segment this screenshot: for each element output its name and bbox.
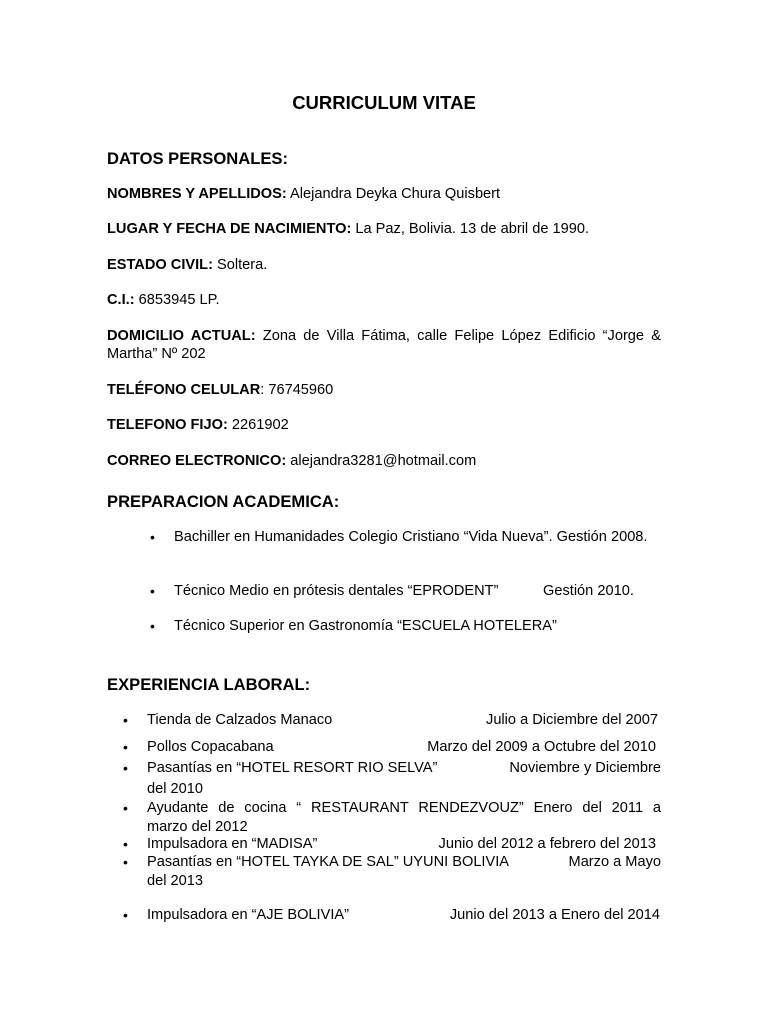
field-email-label: CORREO ELECTRONICO: xyxy=(107,453,287,469)
field-ci xyxy=(107,291,661,309)
experience-1-period: Julio a Diciembre del 2007 xyxy=(486,712,658,728)
field-address-value: Zona de Villa Fátima, calle Felipe López Edificio “Jorge & Martha” Nº 202 xyxy=(107,328,662,362)
list-item-academic-2 xyxy=(174,582,661,600)
experience-7-place: Impulsadora en “AJE BOLIVIA” xyxy=(147,907,349,923)
list-item-experience-5 xyxy=(147,835,661,854)
list-bullet: • xyxy=(123,712,128,728)
experience-6-period-cont: del 2013 xyxy=(147,873,203,889)
experience-2-place: Pollos Copacabana xyxy=(147,739,274,755)
document-title: CURRICULUM VITAE xyxy=(292,92,476,113)
list-item-experience-2 xyxy=(147,738,661,757)
field-birth-value: La Paz, Bolivia. 13 de abril de 1990. xyxy=(351,221,590,237)
field-mobile-value: : 76745960 xyxy=(260,382,334,398)
field-birth xyxy=(107,220,661,238)
academic-2-period: Gestión 2010. xyxy=(543,583,634,599)
list-item-experience-7 xyxy=(147,906,661,925)
field-phone xyxy=(107,416,661,434)
heading-personal-data: DATOS PERSONALES: xyxy=(107,149,289,168)
field-name xyxy=(107,185,661,203)
list-bullet: • xyxy=(123,854,128,870)
list-bullet: • xyxy=(123,739,128,755)
experience-7-period: Junio del 2013 a Enero del 2014 xyxy=(449,907,660,923)
field-address xyxy=(107,327,661,363)
list-item-experience-3 xyxy=(147,759,661,799)
field-name-label: NOMBRES Y APELLIDOS: xyxy=(107,186,287,202)
experience-3-place: Pasantías en “HOTEL RESORT RIO SELVA” xyxy=(147,760,438,776)
experience-4-period-cont: marzo del 2012 xyxy=(147,819,248,835)
field-phone-value: 2261902 xyxy=(227,417,289,433)
experience-6-place: Pasantías en “HOTEL TAYKA DE SAL” UYUNI BOLIVIA xyxy=(147,854,510,870)
experience-4-place: Ayudante de cocina “ RESTAURANT RENDEZVOUZ” Enero del 2011 a xyxy=(147,800,661,816)
list-item-academic-1: Bachiller en Humanidades Colegio Cristiano “Vida Nueva”. Gestión 2008. xyxy=(174,529,648,545)
field-name-value: Alejandra Deyka Chura Quisbert xyxy=(286,186,501,202)
field-mobile xyxy=(107,381,661,399)
field-email-value: alejandra3281@hotmail.com xyxy=(286,453,477,469)
list-bullet: • xyxy=(150,583,155,599)
experience-6-period: Marzo a Mayo xyxy=(568,854,661,870)
academic-2-title: Técnico Medio en prótesis dentales “EPRODENT” xyxy=(174,583,499,599)
field-email xyxy=(107,452,661,470)
experience-2-period: Marzo del 2009 a Octubre del 2010 xyxy=(427,739,656,755)
field-birth-label: LUGAR Y FECHA DE NACIMIENTO: xyxy=(107,221,352,237)
field-civil-status xyxy=(107,256,661,274)
heading-academic: PREPARACION ACADEMICA: xyxy=(107,492,340,511)
list-bullet: • xyxy=(150,618,155,634)
field-ci-label: C.I.: xyxy=(107,292,135,308)
list-item-experience-1 xyxy=(147,711,661,730)
list-bullet: • xyxy=(123,907,128,923)
experience-5-period: Junio del 2012 a febrero del 2013 xyxy=(438,836,656,852)
field-phone-label: TELEFONO FIJO: xyxy=(107,417,228,433)
experience-3-period: Noviembre y Diciembre xyxy=(509,760,661,776)
experience-1-place: Tienda de Calzados Manaco xyxy=(147,712,333,728)
list-bullet: • xyxy=(150,529,155,545)
field-mobile-label: TELÉFONO CELULAR xyxy=(107,382,261,398)
list-bullet: • xyxy=(123,760,128,776)
heading-experience: EXPERIENCIA LABORAL: xyxy=(107,675,311,694)
list-item-academic-3: Técnico Superior en Gastronomía “ESCUELA HOTELERA” xyxy=(174,618,557,634)
field-address-label: DOMICILIO ACTUAL: xyxy=(107,328,256,344)
list-item-experience-4 xyxy=(147,799,661,837)
experience-5-place: Impulsadora en “MADISA” xyxy=(147,836,318,852)
field-civil-value: Soltera. xyxy=(212,257,268,273)
list-item-experience-6 xyxy=(147,853,661,891)
list-bullet: • xyxy=(123,800,128,816)
field-ci-value: 6853945 LP. xyxy=(134,292,220,308)
field-civil-label: ESTADO CIVIL: xyxy=(107,257,213,273)
list-bullet: • xyxy=(123,836,128,852)
experience-3-period-cont: del 2010 xyxy=(147,781,203,797)
